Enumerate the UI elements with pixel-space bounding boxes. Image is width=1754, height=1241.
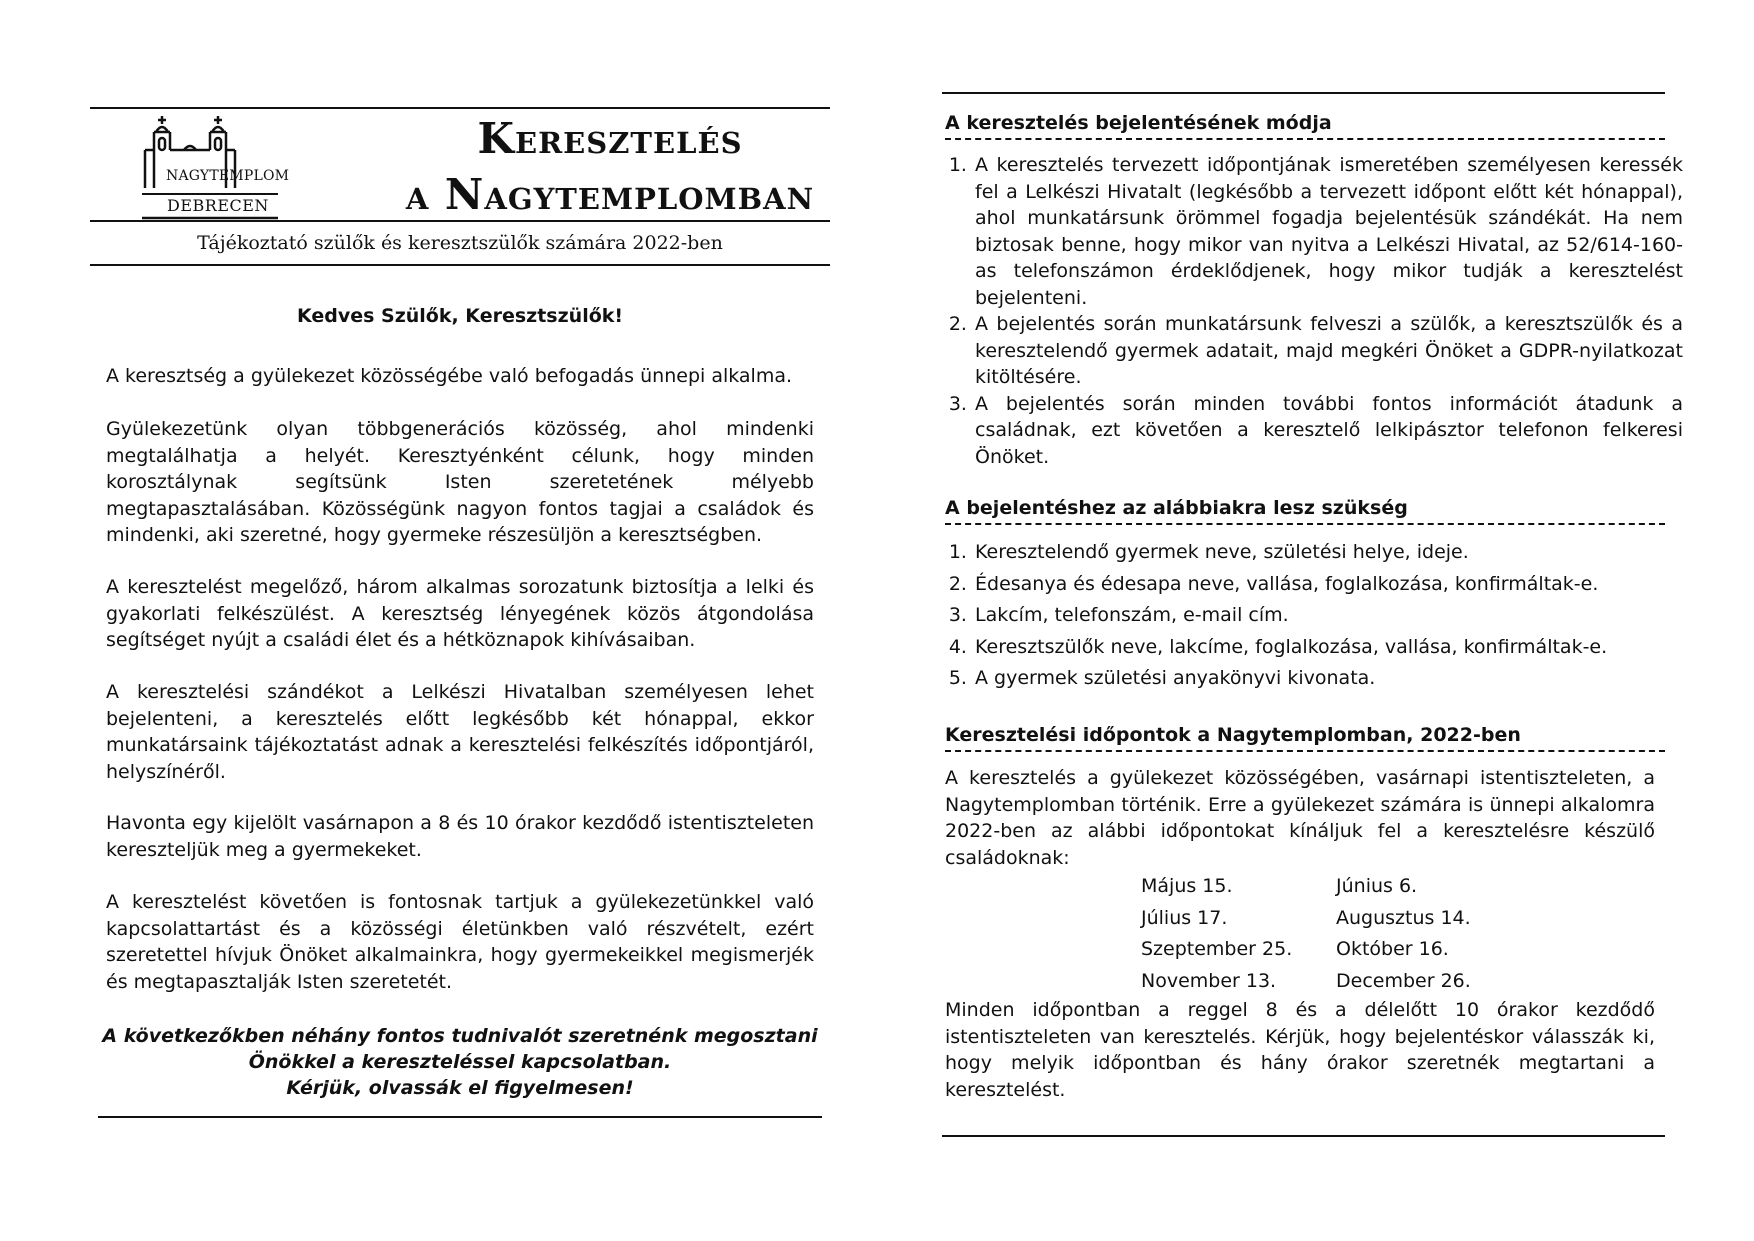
title-line-1: Keresztelés [477, 114, 743, 163]
intro-paragraph: A keresztség a gyülekezet közösségébe való befogadás ünnepi alkalma. [106, 365, 793, 387]
date-item: Június 6. [1336, 875, 1418, 897]
dates-outro-paragraph: Minden időpontban a reggel 8 és a délelőtt 10 órakor kezdődő istentiszteleten van keresztelés. Kérjük, hogy bejelentéskor válasszák ki, hogy melyik időpontban és hány órakor szeretnék megtartani a keresztelést. [945, 999, 1655, 1101]
logo-text-top: NAGYTEMPLOM [166, 168, 290, 184]
greeting: Kedves Szülők, Keresztszülők! [296, 305, 624, 327]
right-bottom-rule [942, 1135, 1665, 1137]
list-item: 5. A gyermek születési anyakönyvi kivonata. [973, 663, 1683, 695]
closing-line-3: Kérjük, olvassák el figyelmesen! [286, 1077, 634, 1099]
followup-paragraph: A keresztelést követően is fontosnak tartjuk a gyülekezetünkkel való kapcsolattartást és a közösségi életünkben való részvételt, ezért szeretettel hívjuk Önöket alkalmainkra, hogy gyermekeikkel megismerjék és megtapasztalják Isten szeretetét. [106, 891, 814, 993]
date-item: Október 16. [1336, 938, 1449, 960]
dates-intro-paragraph: A keresztelés a gyülekezet közösségében, vasárnapi istentiszteleten, a Nagytemplomban történik. Erre a gyülekezet számára is ünnepi alkalomra 2022-ben az alábbi időpontokat kínáljuk fel a keresztelésre készülő családoknak: [945, 767, 1655, 869]
list-item: 4. Keresztszülők neve, lakcíme, foglalkozása, vallása, konfirmáltak-e. [973, 632, 1683, 664]
list-item: 1. A keresztelés tervezett időpontjának ismeretében személyesen keressék fel a Lelkészi Hivatalt (legkésőbb a tervezett időpont előtt két hónappal), ahol munkatársunk örömmel fogadja bejelentésük szándékát. Ha nem biztosak benne, hogy mikor van nyitva a Lelkészi Hivatal, az 52/614-160-as telefonszámon érdeklődjenek, hogy mikor tudják a keresztelést bejelenteni. [973, 152, 1683, 311]
closing-line-1: A következőkben néhány fontos tudnivalót szeretnénk megosztani [102, 1025, 818, 1047]
requirements-list [945, 537, 1683, 695]
date-item: Augusztus 14. [1336, 906, 1471, 929]
section-heading-registration: A keresztelés bejelentésének módja [945, 112, 1665, 140]
list-item: 2. A bejelentés során munkatársunk felveszi a szülők, a keresztszülők és a keresztelendő gyermek adatait, majd megkéri Önöket a GDPR-nyilatkozat kitöltésére. [973, 311, 1683, 391]
header-bottom-rule [90, 264, 830, 266]
list-item: 3. Lakcím, telefonszám, e-mail cím. [973, 600, 1683, 632]
title-line-2: a Nagytemplomban [405, 170, 815, 219]
sunday-paragraph: Havonta egy kijelölt vasárnapon a 8 és 10 órakor kezdődő istentiszteleten kereszteljük meg a gyermekeket. [106, 812, 814, 861]
right-top-rule [942, 92, 1665, 94]
baptism-dates-grid [1141, 871, 1521, 997]
church-logo [142, 116, 290, 220]
preparation-paragraph: A keresztelést megelőző, három alkalmas sorozatunk biztosítja a lelki és gyakorlati felkészülést. A keresztség lényegének közös átgondolása segítséget nyújt a családi élet és a hétköznapok kihívásaiban. [106, 576, 814, 651]
list-item: 1. Keresztelendő gyermek neve, születési helye, ideje. [973, 537, 1683, 569]
date-item: Május 15. [1141, 875, 1233, 897]
date-item: December 26. [1336, 969, 1471, 992]
subtitle: Tájékoztató szülők és keresztszülők számára 2022-ben [197, 232, 723, 254]
header-middle-rule [90, 220, 830, 222]
date-item: November 13. [1141, 969, 1277, 992]
closing-note [90, 1023, 830, 1101]
section-heading-dates: Keresztelési időpontok a Nagytemplomban, 2022-ben [945, 724, 1665, 752]
list-item: 3. A bejelentés során minden további fontos információt átadunk a családnak, ezt követően a keresztelő lelkipásztor telefonon felkeresi Önöket. [973, 391, 1683, 471]
left-bottom-rule [98, 1116, 822, 1118]
header-top-rule [90, 107, 830, 109]
section-heading-requirements: A bejelentéshez az alábbiakra lesz szükség [945, 497, 1665, 525]
closing-line-2: Önökkel a kereszteléssel kapcsolatban. [248, 1051, 672, 1073]
date-item: Július 17. [1141, 906, 1228, 929]
logo-text-bottom: DEBRECEN [167, 196, 269, 215]
list-item: 2. Édesanya és édesapa neve, vallása, foglalkozása, konfirmáltak-e. [973, 569, 1683, 601]
community-paragraph: Gyülekezetünk olyan többgenerációs közösség, ahol mindenki megtalálhatja a helyét. Keresztyénként célunk, hogy minden korosztálynak segítsünk Isten szeretetének mélyebb megtapasztalásában. Közösségünk nagyon fontos tagjai a családok és mindenki, aki szeretné, hogy gyermeke részesüljön a keresztségben. [106, 418, 814, 546]
date-item: Szeptember 25. [1141, 938, 1293, 960]
registration-steps-list [945, 152, 1683, 470]
registration-paragraph: A keresztelési szándékot a Lelkészi Hivatalban személyesen lehet bejelenteni, a keresztelés előtt legkésőbb két hónappal, ekkor munkatársaink tájékoztatást adnak a keresztelési felkészítés időpontjáról, helyszínéről. [106, 681, 814, 783]
